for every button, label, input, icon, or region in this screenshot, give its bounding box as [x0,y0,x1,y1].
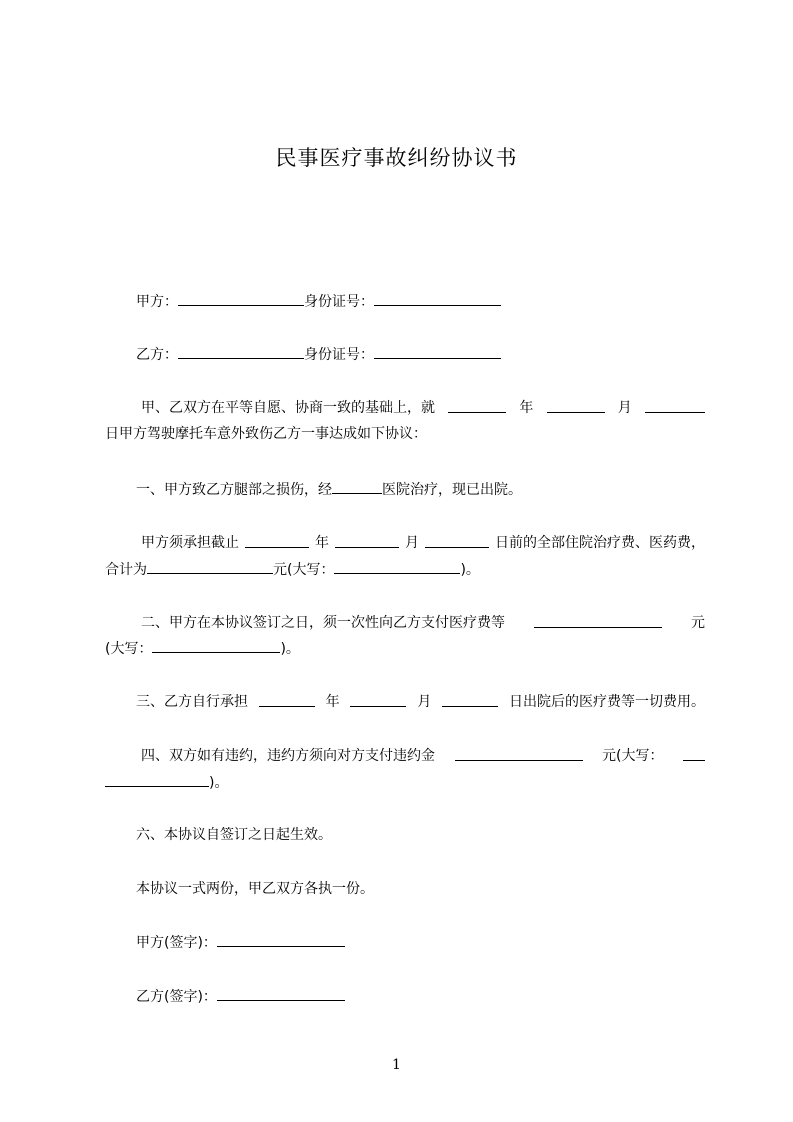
clause2-text-a: 二、甲方在本协议签订之日，须一次性向乙方支付医疗费等 [141,615,505,631]
clause4-line-2 [105,771,705,794]
sign-a-blank[interactable] [217,931,345,947]
party-a-id-label: 身份证号： [304,294,374,310]
clause2-amount-blank[interactable] [534,612,662,628]
clause1-line [105,478,705,501]
clause2-capital-blank[interactable] [152,637,280,653]
clause4-text-a: 四、双方如有违约，违约方须向对方支付违约金 [141,748,435,764]
clause4-capital-blank[interactable] [105,771,209,787]
clause1b-close: )。 [460,562,480,578]
clause3-year-blank[interactable] [259,691,315,707]
clause3-line [105,691,705,713]
clause1b-amount-blank[interactable] [147,558,273,574]
clause2-close: )。 [280,641,300,657]
clause4-amount-blank[interactable] [455,745,583,761]
clause4-capital-blank-start[interactable] [683,745,705,761]
intro-lead: 甲、乙双方在平等自愿、协商一致的基础上，就 [141,400,435,416]
clause1b-month-label: 月 [405,535,419,551]
party-b-label: 乙方： [136,347,178,363]
clause1b-month-blank[interactable] [335,532,399,548]
sign-b-blank[interactable] [217,985,345,1001]
clause1b-yuan-label: 元(大写： [273,562,335,578]
party-b-name-blank[interactable] [178,343,304,359]
document-title: 民事医疗事故纠纷协议书 [275,146,518,170]
party-b-id-blank[interactable] [374,343,501,359]
party-b-line [105,343,705,366]
intro-year-blank[interactable] [448,397,506,413]
hospital-blank[interactable] [332,478,382,494]
page-number: 1 [392,1057,401,1073]
clause2-yuan-label: 元 [691,615,705,631]
clause1b-text-a: 甲方须承担截止 [141,535,239,551]
clause2-line-2 [105,637,705,660]
intro-line-2: 日甲方驾驶摩托车意外致伤乙方一事达成如下协议： [105,426,427,442]
clause2-line-1 [105,612,705,634]
sign-a-label: 甲方(签字)： [136,935,217,951]
clause1b-year-blank[interactable] [245,532,309,548]
clause1-text-b: 医院治疗，现已出院。 [382,482,522,498]
clause1b-line-2 [105,558,705,581]
sign-b-line [105,985,705,1008]
clause3-year-label: 年 [325,694,340,710]
copies-line: 本协议一式两份，甲乙双方各执一份。 [136,881,374,897]
party-b-id-label: 身份证号： [304,347,374,363]
party-a-id-blank[interactable] [374,290,501,306]
clause1b-day-blank[interactable] [425,532,489,548]
clause1-text-a: 一、甲方致乙方腿部之损伤，经 [136,482,332,498]
clause3-text-b: 日出院后的医疗费等一切费用。 [508,694,705,710]
intro-day-blank[interactable] [645,397,705,413]
clause1b-year-label: 年 [315,535,329,551]
clause3-text-a: 三、乙方自行承担 [136,694,248,710]
clause4-yuan-label: 元(大写： [602,748,664,764]
clause3-month-blank[interactable] [350,691,406,707]
clause3-day-blank[interactable] [442,691,498,707]
party-a-label: 甲方： [136,294,178,310]
intro-month-label: 月 [617,400,632,416]
clause6-line: 六、本协议自签订之日起生效。 [136,827,332,843]
clause4-line-1 [105,745,705,767]
intro-line-1 [105,397,705,419]
clause2-capital-label: (大写： [105,641,153,657]
sign-b-label: 乙方(签字)： [136,989,217,1005]
party-a-line [105,290,705,313]
clause1b-text-b: 日前的全部住院治疗费、医药费， [495,535,705,551]
clause1b-line-1 [105,532,705,554]
intro-month-blank[interactable] [547,397,605,413]
clause4-close: )。 [209,775,229,791]
intro-year-label: 年 [519,400,534,416]
clause1b-capital-blank[interactable] [334,558,460,574]
sign-a-line [105,931,705,954]
clause1b-total-label: 合计为 [105,562,147,578]
clause3-month-label: 月 [417,694,432,710]
party-a-name-blank[interactable] [178,290,304,306]
